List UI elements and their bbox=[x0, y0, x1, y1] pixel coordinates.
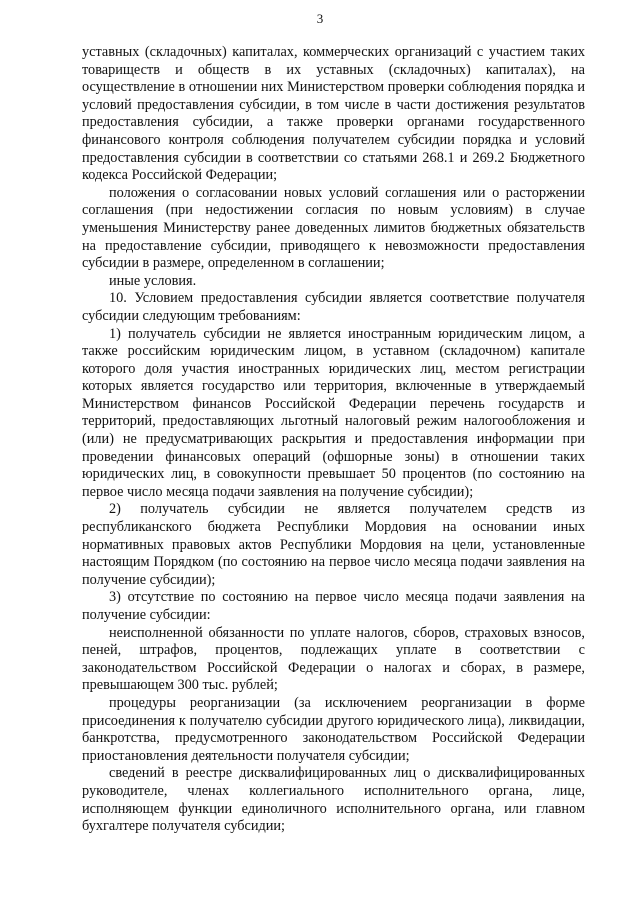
paragraph-reorganization: процедуры реорганизации (за исключением реорганизации в форме присоединения к получателю субсидии другого юридического лица), ликвидации, банкротства, предусмотренного законодательством Российской Федерации приостановления деятельности получателя субсидии; bbox=[82, 694, 585, 764]
paragraph-continuation: уставных (складочных) капиталах, коммерческих организаций с участием таких товариществ и обществ в их уставных (складочных) капиталах), на осуществление в отношении них Министерством проверки соблюдения порядка и условий предоставления субсидии, в том числе в части достижения результатов предоставления субсидии, а также проверки органами государственного финансового контроля соблюдения получателем субсидии порядка и условий предоставления субсидии в соответствии со статьями 268.1 и 269.2 Бюджетного кодекса Российской Федерации; bbox=[82, 44, 585, 184]
paragraph-requirement-3: 3) отсутствие по состоянию на первое число месяца подачи заявления на получение субсидии: bbox=[82, 589, 585, 623]
paragraph-requirement-2: 2) получатель субсидии не является получателем средств из республиканского бюджета Республики Мордовия на основании иных нормативных правовых актов Республики Мордовия на цели, установленные настоящим Порядком (по состоянию на первое число месяца подачи заявления на получение субсидии); bbox=[82, 501, 585, 588]
paragraph-agreement-terms: положения о согласовании новых условий соглашения или о расторжении соглашения (при недостижении согласия по новым условиям) в случае уменьшения Министерству ранее доведенных лимитов бюджетных обязательств на предоставление субсидии, приводящего к невозможности предоставления субсидии в размере, определенном в соглашении; bbox=[82, 184, 585, 272]
document-body bbox=[82, 44, 585, 836]
paragraph-disqualified-persons: сведений в реестре дисквалифицированных лиц о дисквалифицированных руководителе, членах коллегиального исполнительного органа, лице, исполняющем функции единоличного исполнительного органа, или главном бухгалтере получателя субсидии; bbox=[82, 765, 585, 835]
paragraph-other-conditions: иные условия. bbox=[109, 272, 197, 289]
paragraph-item-10: 10. Условием предоставления субсидии является соответствие получателя субсидии следующим требованиям: bbox=[82, 290, 585, 324]
paragraph-tax-obligations: неисполненной обязанности по уплате налогов, сборов, страховых взносов, пеней, штрафов, процентов, подлежащих уплате в соответствии с законодательством Российской Федерации о налогах и сборах, в размере, превышающем 300 тыс. рублей; bbox=[82, 624, 585, 694]
paragraph-requirement-1: 1) получатель субсидии не является иностранным юридическим лицом, а также российским юридическим лицом, в уставном (складочном) капитале которого доля участия иностранных юридических лиц, местом регистрации которых является государство или территория, включенные в утверждаемый Министерством финансов Российской Федерации перечень государств и территорий, предоставляющих льготный налоговый режим налогообложения и (или) не предусматривающих раскрытия и предоставления информации при проведении финансовых операций (офшорные зоны) в отношении таких юридических лиц, в совокупности превышает 50 процентов (по состоянию на первое число месяца подачи заявления на получение субсидии); bbox=[82, 325, 585, 500]
page-number: 3 bbox=[316, 11, 324, 26]
